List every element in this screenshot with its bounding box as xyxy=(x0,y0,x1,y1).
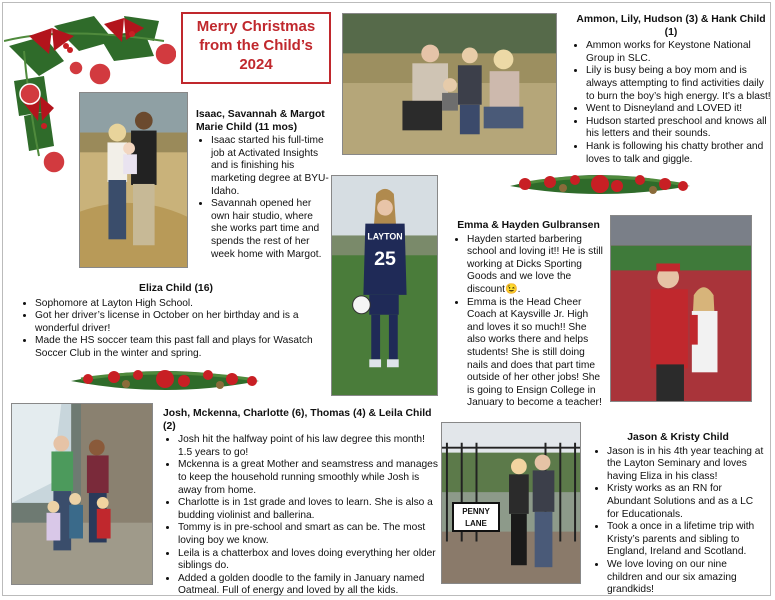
list-item: • Emma is the Head Cheer Coach at Kaysville Jr. High and loves it so much!! She also works there and helps students! She is still doing nails and does that part time outside of her other jobs! She is going to Ensign College in January to become a teacher! xyxy=(467,297,605,410)
isaac-heading-2: Marie Child (11 mos) xyxy=(196,121,298,133)
penny-lane-sign xyxy=(452,502,500,532)
list-item: • Hank is following his chatty brother and loves to talk and giggle. xyxy=(586,141,771,166)
garland-decoration-left xyxy=(66,357,264,401)
eliza-heading: Eliza Child (16) xyxy=(139,283,213,294)
list-item: • Took a once in a lifetime trip with Kristy’s parents and sibling to England, Ireland and Scotland. xyxy=(607,521,764,559)
street-sign-line-2: LANE xyxy=(465,519,487,528)
list-item: • Charlotte is in 1st grade and loves to learn. She is also a budding violinist and ballerina. xyxy=(178,497,438,522)
jersey-text: LAYTON xyxy=(367,231,403,242)
list-item: • Lily is busy being a boy mom and is always attempting to find activities daily to burn the boy’s high energy. It’s a blast! xyxy=(586,65,771,103)
photo-eliza-soccer xyxy=(331,175,438,396)
street-sign-line-1: PENNY xyxy=(462,507,490,516)
list-item: • Kristy works as an RN for Abundant Solutions and as a LC for Educationals. xyxy=(607,483,764,521)
section-eliza xyxy=(20,283,332,361)
ammon-heading: Ammon, Lily, Hudson (3) & Hank Child (1) xyxy=(576,14,766,38)
photo-emma-hayden-stadium xyxy=(610,215,752,402)
list-item: • Leila is a chatterbox and loves doing everything her older siblings do. xyxy=(178,548,438,573)
list-item: • Mckenna is a great Mother and seamstress and manages to keep the household running smoothly while Josh is away from home. xyxy=(178,459,438,497)
list-item: • Isaac started his full-time job at Activated Insights and is finishing his marketing degree at BYU-Idaho. xyxy=(211,135,332,198)
emma-heading: Emma & Hayden Gulbransen xyxy=(457,220,600,231)
title-line-2: from the Child’s xyxy=(199,37,313,54)
section-josh xyxy=(163,408,438,598)
josh-heading: Josh, Mckenna, Charlotte (6), Thomas (4) & Leila Child (2) xyxy=(163,408,432,432)
title-line-3: 2024 xyxy=(239,56,273,73)
jersey-number: 25 xyxy=(374,248,396,271)
section-ammon xyxy=(571,14,771,166)
section-jason xyxy=(592,432,764,597)
title-line-1: Merry Christmas xyxy=(196,18,316,35)
jason-heading: Jason & Kristy Child xyxy=(627,432,729,443)
section-emma xyxy=(452,220,605,410)
list-item: • Sophomore at Layton High School. xyxy=(35,298,332,311)
photo-ammon-family xyxy=(342,13,557,155)
list-item: • Jason is in his 4th year teaching at the Layton Seminary and loves having Eliza in his class! xyxy=(607,446,764,484)
list-item: • Ammon works for Keystone National Group in SLC. xyxy=(586,40,771,65)
list-item: • Added a golden doodle to the family in January named Oatmeal. Full of energy and loved by all the kids. xyxy=(178,573,438,598)
list-item: • We love loving on our nine children and our six amazing grandkids! xyxy=(607,559,764,597)
garland-decoration-right xyxy=(505,162,695,206)
list-item: • Josh hit the halfway point of his law degree this month! 1.5 years to go! xyxy=(178,434,438,459)
list-item: • Tommy is in pre-school and smart as can be. The most loving boy we know. xyxy=(178,522,438,547)
list-item: • Savannah opened her own hair studio, where she works part time and spends the rest of her week home with Margot. xyxy=(211,198,332,261)
isaac-heading-1: Isaac, Savannah & Margot xyxy=(196,109,325,120)
section-isaac xyxy=(196,109,332,261)
list-item: • Hayden started barbering school and loving it!! He is still working at Dicks Sporting Goods and we love the discount😉. xyxy=(467,234,605,297)
photo-josh-family xyxy=(11,403,153,585)
photo-isaac-family xyxy=(79,92,188,268)
card-title xyxy=(181,12,331,84)
list-item: • Made the HS soccer team this past fall and plays for Wasatch Soccer Club in the winter and spring. xyxy=(35,335,332,360)
list-item: • Went to Disneyland and LOVED it! xyxy=(586,103,771,116)
list-item: • Got her driver’s license in October on her birthday and is a wonderful driver! xyxy=(35,310,332,335)
list-item: • Hudson started preschool and knows all his letters and their sounds. xyxy=(586,116,771,141)
